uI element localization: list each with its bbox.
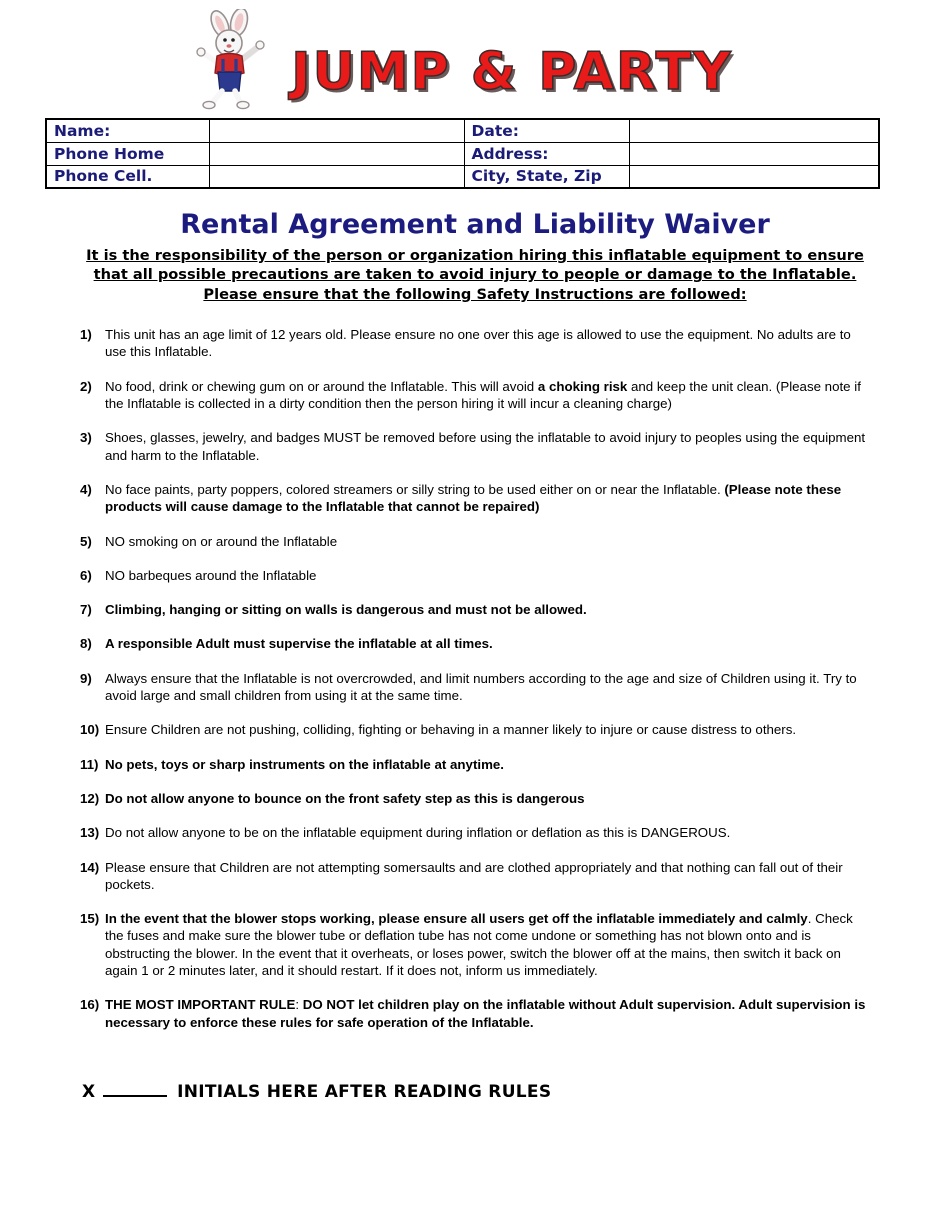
form-table-row [46,142,879,165]
field-value[interactable] [209,142,464,165]
field-label: Name: [46,119,209,142]
rule-item [80,481,874,516]
rule-number: 16) [80,997,100,1013]
rule-text: NO barbeques around the Inflatable [105,567,317,583]
rule-text: Do not allow anyone to bounce on the front safety step as this is dangerous [105,790,585,806]
page-title: Rental Agreement and Liability Waiver [180,209,770,240]
initials-instruction: INITIALS HERE AFTER READING RULES [177,1081,552,1102]
rule-number: 15) [80,911,100,927]
initials-blank-field[interactable] [103,1083,167,1097]
field-label: Phone Home [46,142,209,165]
rule-number: 2) [80,378,92,394]
rule-number: 7) [80,602,92,618]
form-table-row [46,119,879,142]
logo [0,8,950,114]
rule-item [80,756,874,773]
contact-form-table [45,118,880,189]
rule-item [80,326,874,361]
field-value[interactable] [629,119,879,142]
field-value[interactable] [629,165,879,188]
rule-text: Climbing, hanging or sitting on walls is dangerous and must not be allowed. [105,602,587,618]
rule-text: No face paints, party poppers, colored streamers or silly string to be used either on or near the Inflatable. (Please note these products will cause damage to the Inflatable that cannot be repaired) [105,481,842,515]
rule-item [80,533,874,550]
rule-number: 13) [80,825,100,841]
rule-item [80,910,874,979]
rule-number: 5) [80,533,92,549]
rule-text: A responsible Adult must supervise the inflatable at all times. [105,636,493,652]
rule-item [80,635,874,652]
intro-paragraph: It is the responsibility of the person or organization hiring this inflatable equipment to ensure that all possible precautions are taken to avoid injury to people or damage to the Inflatable. Please ensure that the following Safety Instructions are followed: [86,246,864,303]
field-value[interactable] [209,119,464,142]
rule-number: 12) [80,790,100,806]
rule-text: This unit has an age limit of 12 years old. Please ensure no one over this age is allowed to use the equipment. No adults are to use this Inflatable. [105,327,851,360]
rule-text: Shoes, glasses, jewelry, and badges MUST be removed before using the inflatable to avoid injury to peoples using the equipment and harm to the Inflatable. [105,430,866,463]
rule-item [80,721,874,738]
rule-item [80,824,874,841]
initials-x-mark: X [82,1081,96,1102]
rule-item [80,859,874,894]
rule-number: 4) [80,481,92,497]
rule-number: 14) [80,859,100,875]
rule-text: THE MOST IMPORTANT RULE: DO NOT let children play on the inflatable without Adult supervision. Adult supervision is necessary to enforce these rules for safe operation of the Inflatable. [105,997,866,1030]
rule-number: 10) [80,722,100,738]
form-table-body [46,119,879,188]
rule-text: No pets, toys or sharp instruments on the inflatable at anytime. [105,756,504,772]
rule-number: 6) [80,567,92,583]
rule-text: No food, drink or chewing gum on or around the Inflatable. This will avoid a choking risk and keep the unit clean. (Please note if the Inflatable is collected in a dirty condition then the person hiring it will incur a cleaning charge) [105,378,861,412]
dancing-bunny-mascot-icon [177,9,287,113]
rule-item [80,790,874,807]
rule-text: Please ensure that Children are not attempting somersaults and are clothed appropriately and that nothing can fall out of their pockets. [105,859,843,892]
rule-text: Do not allow anyone to be on the inflatable equipment during inflation or deflation as this is DANGEROUS. [105,825,731,841]
rule-text: Always ensure that the Inflatable is not overcrowded, and limit numbers according to the age and size of Children using it. Try to avoid large and small children from using it at the same time. [105,670,857,704]
rule-number: 11) [80,756,99,772]
field-label: Phone Cell. [46,165,209,188]
field-value[interactable] [629,142,879,165]
rules-list [0,326,950,1031]
rule-text: In the event that the blower stops working, please ensure all users get off the inflatable immediately and calmly. Check the fuses and make sure the blower tube or deflation tube has not come undone or something has not blown onto and is obstructing the blower. In the event that it overheats, or loses power, switch the blower off at the mains, then switch it back on again 1 or 2 minutes later, and it should restart. If it does not, inform us immediately. [105,911,853,979]
rule-number: 9) [80,670,92,686]
rule-number: 1) [80,327,92,343]
rule-item [80,378,874,413]
rule-item [80,601,874,618]
field-label: Address: [464,142,629,165]
rule-number: 3) [80,430,92,446]
rule-item [80,429,874,464]
field-label: Date: [464,119,629,142]
rule-text: Ensure Children are not pushing, colliding, fighting or behaving in a manner likely to injure or cause distress to others. [105,722,797,738]
rule-number: 8) [80,636,92,652]
rule-item [80,670,874,705]
rule-item [80,567,874,584]
rule-item [80,996,874,1031]
brand-name: JUMP & PARTY [291,42,733,102]
rule-text: NO smoking on or around the Inflatable [105,533,338,549]
initials-line [82,1082,950,1102]
field-value[interactable] [209,165,464,188]
field-label: City, State, Zip [464,165,629,188]
form-table-row [46,165,879,188]
